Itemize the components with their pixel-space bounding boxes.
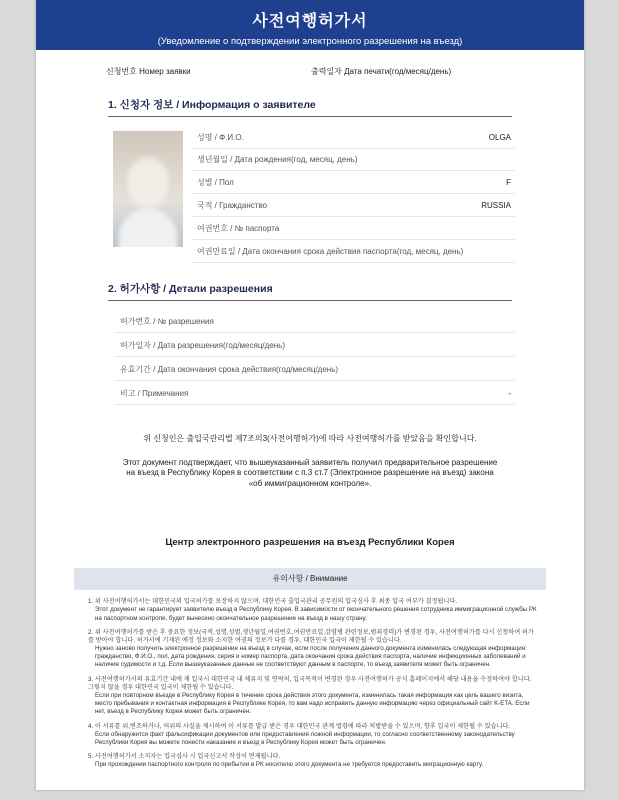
field-nationality — [191, 195, 515, 217]
field-sex — [191, 172, 515, 194]
field-value: - — [508, 389, 511, 398]
applicant-photo — [113, 131, 183, 247]
field-label: 비고 / Примечания — [120, 389, 189, 398]
note-russian: Если при повторном въезде в Республику Корея в течение срока действия этого документа, изменилась такая информация как цель вашего визита, место пребывания и контактная информация в Республике Корея, то вам надо исправить данную информацию через официальный сайт K-ETA. Если нет, въезд в Республику Корея может быть ограничен. — [95, 692, 530, 716]
meta-row — [36, 50, 584, 77]
permit-details — [36, 305, 584, 415]
print-date-label: 출력일자 Дата печати(год/месяц/день) — [311, 67, 452, 76]
applicant-info — [36, 123, 584, 261]
applicant-section-title: 1. 신청자 정보 / Информация о заявителе — [108, 97, 512, 117]
note-russian: Если обнаружится факт фальсификации документов или предоставления ложной информации, то согласно соответственному законодательству Республики Корея вы можете понести наказание и въезд в Республику Корея может быть ограничен. — [95, 730, 515, 746]
field-value: OLGA — [488, 133, 511, 142]
confirmation-russian: Этот документ подтверждает, что вышеуказанный заявитель получил предварительное разрешение на въезд в Республику Корея в соответствии с п.3 ст.7 (Электронное разрешение на въезд) закона «об иммиграционном контроле». — [122, 458, 498, 488]
field-label: 여권만료일 / Дата окончания срока действия паспорта(год, месяц, день) — [197, 247, 464, 256]
field-permit-number — [114, 311, 515, 333]
field-permit-date — [114, 335, 515, 357]
note-korean: 4. 이 서류를 위,변조하거나, 허위의 사실을 제시하여 이 서류를 발급 받은 경우 대한민국 관계 법령에 따라 처벌받을 수 있으며, 향후 입국이 제한될 수 있습니다. — [88, 722, 511, 730]
note-korean: 1. 위 사전여행허가서는 대한민국의 입국허가를 보장하지 않으며, 대한민국 출입국관리 공무원의 입국심사 후 최종 입국 여부가 결정됩니다. — [88, 598, 458, 606]
permit-document — [36, 0, 584, 790]
note-korean: 2. 위 사전여행허가를 받은 후 중요한 정보(국적,성명,성별,생년월일,여권번호,여권만료일,감염병 관련정보,범죄경력)가 변경된 경우, 사전여행허가를 다시 신청하여 허가를 받아야 합니다. 허가서에 기재된 예정 정보와 소지한 여권의 정보가 다를 경우, 대한민국 입국이 제한될 수 있습니다. — [88, 628, 534, 644]
list-item — [88, 598, 538, 623]
field-label: 허가일자 / Дата разрешения(год/месяц/день) — [120, 341, 286, 350]
field-validity — [114, 359, 515, 381]
note-russian: Нужно заново получить электронное разрешение на въезд в случае, если после получения данного документа изменилась следующая информация: гражданство, Ф.И.О., пол, дата рождения, серия и номер паспорта, дата окончания срока действия паспорта, наличие инфекционных заболеваний и наличие судимости и т.д. Если вышеуказанные данные не соответствуют данным в паспорте, то въезд заявителя может быть ограничен. — [95, 645, 527, 669]
document-title: 사전여행허가서 — [252, 13, 368, 30]
field-label: 성별 / Пол — [197, 178, 234, 187]
field-birth-date — [191, 149, 515, 171]
field-remarks — [114, 383, 515, 405]
list-item — [88, 753, 538, 769]
confirmation-korean: 위 신청인은 출입국관리법 제7조의3(사전여행허가)에 따라 사전여행허가를 받았음을 확인합니다. — [143, 434, 477, 443]
list-item — [88, 676, 538, 717]
field-value: F — [506, 178, 511, 187]
permit-section-title: 2. 허가사항 / Детали разрешения — [108, 281, 512, 301]
list-item — [88, 723, 538, 748]
field-name — [191, 127, 515, 149]
field-value: RUSSIA — [481, 201, 511, 210]
issuer-name: Центр электронного разрешения на въезд Республики Корея — [165, 537, 455, 549]
note-korean: 5. 사전여행허가서 소지자는 입국심사 시 입국신고서 작성이 면제됩니다. — [88, 753, 281, 761]
field-passport-number — [191, 218, 515, 240]
field-label: 성명 / Ф.И.О. — [197, 133, 244, 142]
field-label: 여권번호 / № паспорта — [197, 224, 280, 233]
field-label: 국적 / Гражданство — [197, 201, 268, 210]
field-label: 유효기간 / Дата окончания срока действия(год/месяц/день) — [120, 365, 339, 374]
list-item — [88, 629, 538, 670]
note-russian: При прохождении паспортного контроля по прибытии в РК носителю этого документа не требуется предоставить миграционную карту. — [95, 761, 484, 769]
document-subtitle: (Уведомление о подтверждении электронного разрешения на въезд) — [157, 36, 463, 47]
note-korean: 3. 사전여행허가서의 유효기간 내에 재 입국시 대한민국 내 체류지 및 연락처, 입국목적이 변경된 경우 사전여행허가 공식 홈페이지에서 해당 내용을 수정하여야 합니다. 그렇지 않을 경우 대한민국 입국이 제한될 수 있습니다. — [88, 675, 532, 691]
field-label: 허가번호 / № разрешения — [120, 317, 214, 326]
notice-list — [88, 598, 538, 769]
field-label: 생년월일 / Дата рождения(год, месяц, день) — [197, 155, 358, 164]
notice-title: 유의사항 / Внимание — [74, 568, 546, 590]
document-header — [36, 0, 584, 50]
note-russian: Этот документ не гарантирует заявителю въезд в Республику Корея. В зависимости от окончательного решения сотрудника иммиграционной службы РК на паспортном контроле, будет вынесено окончательное разрешение на въезд в нашу страну. — [95, 606, 537, 622]
application-number-label: 신청번호 Номер заявки — [106, 67, 191, 76]
field-passport-expiry — [191, 241, 515, 263]
